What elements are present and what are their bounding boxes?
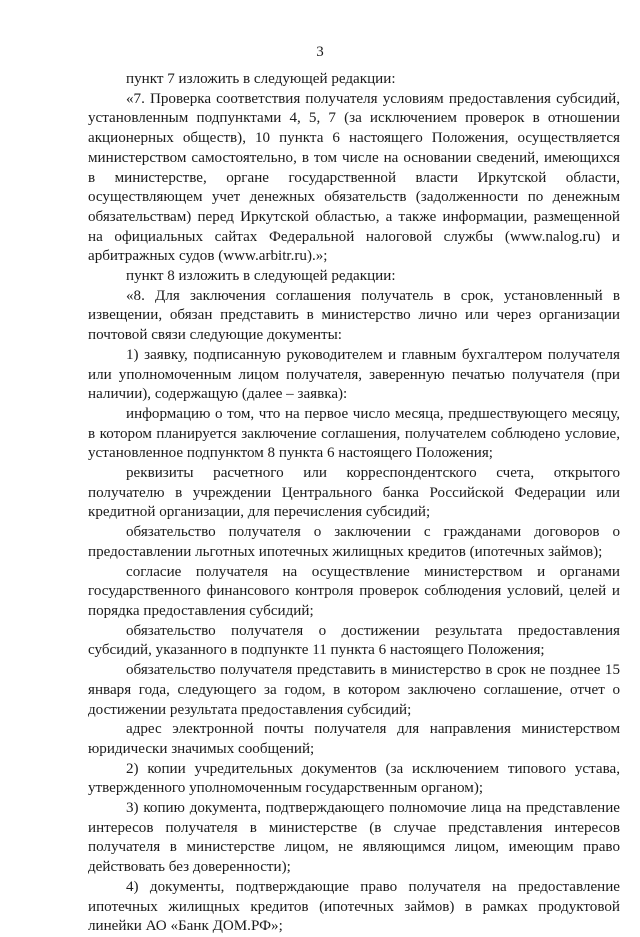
paragraph-item-3-authority-copy: 3) копию документа, подтверждающего полномочие лица на представление интересов получателя в министерстве (в случае представления интересов получателя в министерстве лицом, не являющимся лицом, имеющим право действовать без доверенности); bbox=[88, 800, 620, 876]
paragraph-intro-point-8: пункт 8 изложить в следующей редакции: bbox=[126, 268, 396, 285]
paragraph-point-7-text: «7. Проверка соответствия получателя условиям предоставления субсидий, установленным подпунктами 4, 5, 7 (за исключением проверок в отношении акционерных обществ), 10 пункта 6 настоящего Положения, осуществляется министерством самостоятельно, в том числе на основании сведений, имеющихся в министерстве, органе государственной власти Иркутской области, осуществляющем учет денежных обязательств (задолженности по денежным обязательствам) перед Иркутской областью, а также информации, размещенной на официальных сайтах Федеральной налоговой службы (www.nalog.ru) и арбитражных судов (www.arbitr.ru).»; bbox=[88, 90, 620, 265]
paragraph-bank-details: реквизиты расчетного или корреспондентского счета, открытого получателю в учреждении Центрального банка Российской Федерации или кредитной организации, для перечисления субсидий; bbox=[88, 465, 620, 521]
paragraph-obligation-report: обязательство получателя представить в министерство в срок не позднее 15 января года, следующего за годом, в котором заключено соглашение, отчет о достижении результата предоставления субсидий; bbox=[88, 662, 620, 718]
paragraph-item-1-application: 1) заявку, подписанную руководителем и главным бухгалтером получателя или уполномоченным лицом получателя, заверенную печатью получателя (при наличии), содержащую (далее – заявка): bbox=[88, 346, 620, 403]
paragraph-item-2-charter-copies: 2) копии учредительных документов (за исключением типового устава, утвержденного уполномоченным государственным органом); bbox=[88, 760, 620, 797]
paragraph-obligation-result: обязательство получателя о достижении результата предоставления субсидий, указанного в подпункте 11 пункта 6 настоящего Положения; bbox=[88, 622, 620, 659]
paragraph-item-4-mortgage-rights: 4) документы, подтверждающие право получателя на предоставление ипотечных жилищных кредитов (ипотечных займов) в рамках продуктовой линейки АО «Банк ДОМ.РФ»; bbox=[88, 878, 620, 935]
paragraph-intro-point-7: пункт 7 изложить в следующей редакции: bbox=[126, 71, 396, 87]
paragraph-info-condition: информацию о том, что на первое число месяца, предшествующего месяцу, в котором планируется заключение соглашения, получателем соблюдено условие, установленное подпунктом 8 пункта 6 настоящего Положения; bbox=[88, 405, 620, 462]
document-body bbox=[88, 70, 620, 937]
paragraph-consent-audit: согласие получателя на осуществление министерством и органами государственного финансового контроля проверок соблюдения условий, целей и порядка предоставления субсидий; bbox=[88, 563, 620, 619]
paragraph-obligation-contracts: обязательство получателя о заключении с гражданами договоров о предоставлении льготных ипотечных жилищных кредитов (ипотечных займов); bbox=[88, 524, 620, 560]
paragraph-point-8-text: «8. Для заключения соглашения получатель в срок, установленный в извещении, обязан представить в министерство лично или через организации почтовой связи следующие документы: bbox=[88, 287, 620, 344]
page-number: 3 bbox=[316, 44, 324, 60]
paragraph-email-address: адрес электронной почты получателя для направления министерством юридически значимых сообщений; bbox=[88, 721, 620, 757]
